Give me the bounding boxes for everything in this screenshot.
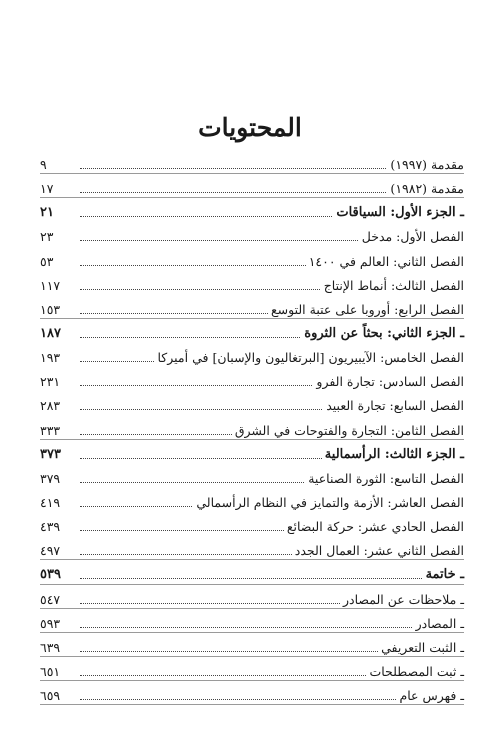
toc-page-number: ٦٥٩: [40, 688, 74, 703]
toc-page-number: ٦٣٩: [40, 640, 74, 655]
toc-part-row: [40, 200, 464, 224]
toc-entry-title: الفصل السادس: تجارة الفرو: [313, 374, 464, 389]
toc-page-number: ٥٩٣: [40, 616, 74, 631]
toc-entry-title: الفصل التاسع: الثورة الصناعية: [305, 471, 464, 486]
toc-entry-row: [40, 418, 464, 442]
toc-entry-row: [40, 538, 464, 562]
toc-entry-row: [40, 587, 464, 611]
toc-page-number: ١٨٧: [40, 326, 74, 341]
toc-page-number: ٥٤٧: [40, 592, 74, 607]
toc-entry-title: ـ الجزء الثاني: بحثاً عن الثروة: [301, 326, 464, 341]
toc-entry-row: [40, 683, 464, 707]
toc-page-number: ٢١: [40, 205, 74, 220]
toc-entry-title: الفصل الثاني عشر: العمال الجدد: [292, 543, 464, 558]
toc-page-number: ٢٣: [40, 229, 74, 244]
toc-page-number: ١٥٣: [40, 302, 74, 317]
toc-entry-row: [40, 466, 464, 490]
toc-entry-row: [40, 393, 464, 417]
toc-entry-title: ـ ثبت المصطلحات: [366, 664, 464, 679]
toc-entry-title: الفصل الخامس: الآيبيريون [البرتغاليون والإسبان] في أميركا: [155, 350, 465, 365]
toc-page-number: ٥٣٩: [40, 567, 74, 582]
toc-entry-row: [40, 297, 464, 321]
toc-entry-title: الفصل الثاني: العالم في ١٤٠٠: [306, 254, 464, 269]
toc-page-number: ٢٣١: [40, 374, 74, 389]
toc-page-number: ٣٣٣: [40, 423, 74, 438]
toc-page-number: ١٧: [40, 181, 74, 196]
toc-page-number: ٢٨٣: [40, 398, 74, 413]
toc-page-number: ٥٣: [40, 254, 74, 269]
toc-entry-row: [40, 490, 464, 514]
toc-entry-title: ـ الجزء الأول: السياقات: [333, 205, 464, 220]
toc-page-number: ٩: [40, 157, 74, 172]
toc-entry-row: [40, 224, 464, 248]
page-title: المحتويات: [198, 112, 302, 142]
toc-entry-row: [40, 176, 464, 200]
toc-part-row: [40, 442, 464, 466]
toc-entry-title: الفصل العاشر: الأزمة والتمايز في النظام الرأسمالي: [193, 495, 464, 510]
toc-entry-title: ـ الثبت التعريفي: [378, 640, 464, 655]
toc-entry-row: [40, 659, 464, 683]
toc-entry-title: ـ المصادر: [413, 616, 464, 631]
toc-entry-title: مقدمة (١٩٨٢): [387, 181, 464, 196]
toc-page-number: ٣٧٩: [40, 471, 74, 486]
toc-entry-title: ـ ملاحظات عن المصادر: [340, 592, 464, 607]
toc-entry-title: ـ فهرس عام: [396, 688, 464, 703]
toc-page-number: ٤٣٩: [40, 519, 74, 534]
toc-entry-row: [40, 273, 464, 297]
toc-entry-row: [40, 611, 464, 635]
table-of-contents: [40, 152, 464, 707]
toc-entry-row: [40, 635, 464, 659]
toc-page-number: ٤١٩: [40, 495, 74, 510]
toc-page-number: ١١٧: [40, 278, 74, 293]
toc-entry-row: [40, 369, 464, 393]
toc-entry-title: مقدمة (١٩٩٧): [387, 157, 464, 172]
dot-leader: [80, 562, 464, 579]
toc-entry-row: [40, 152, 464, 176]
toc-part-row: [40, 562, 464, 586]
toc-page-number: ١٩٣: [40, 350, 74, 365]
toc-entry-title: الفصل الرابع: أوروبا على عتبة التوسع: [268, 302, 464, 317]
toc-entry-row: [40, 345, 464, 369]
toc-entry-title: الفصل الثالث: أنماط الإنتاج: [321, 278, 464, 293]
toc-entry-title: الفصل الأول: مدخل: [359, 229, 464, 244]
toc-page-number: ٣٧٣: [40, 447, 74, 462]
dot-leader: [80, 611, 464, 628]
toc-page-number: ٦٥١: [40, 664, 74, 679]
toc-entry-title: الفصل السابع: تجارة العبيد: [323, 398, 464, 413]
toc-page-number: ٤٩٧: [40, 543, 74, 558]
toc-part-row: [40, 321, 464, 345]
toc-entry-title: الفصل الثامن: التجارة والفتوحات في الشرق: [232, 423, 464, 438]
toc-entry-title: الفصل الحادي عشر: حركة البضائع: [284, 519, 464, 534]
toc-entry-title: ـ الجزء الثالث: الرأسمالية: [322, 447, 464, 462]
toc-entry-title: ـ خاتمة: [423, 567, 464, 582]
toc-entry-row: [40, 249, 464, 273]
toc-entry-row: [40, 514, 464, 538]
